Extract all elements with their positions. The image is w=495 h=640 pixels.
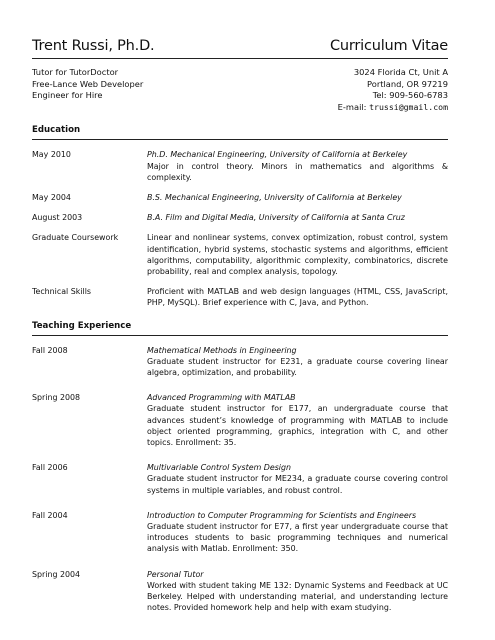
entry-heading: Mathematical Methods in Engineering: [147, 345, 297, 355]
list-item: [32, 232, 448, 277]
document-title: Curriculum Vitae: [329, 38, 448, 54]
subheader: [32, 67, 448, 113]
entry-body: [147, 232, 448, 277]
entry-date: Spring 2008: [32, 393, 81, 403]
list-item: [32, 149, 448, 183]
entry-heading: Advanced Programming with MATLAB: [147, 393, 296, 403]
entry-text: Linear and nonlinear systems, convex optimization, robust control, system identification, hybrid systems, stochastic systems and algorithms, efficient algorithms, computability, algorithmic complexity, combinatorics, discrete probability, real and complex analysis, topology.: [147, 233, 448, 276]
entry-heading: Multivariable Control System Design: [147, 463, 292, 473]
contact-email-line: [338, 102, 448, 114]
entry-body: [147, 510, 448, 555]
section-rule: [32, 335, 448, 336]
entry-body: [147, 149, 448, 183]
entry-heading: B.S. Mechanical Engineering, University of California at Berkeley: [147, 192, 402, 202]
entry-date: Graduate Coursework: [32, 233, 119, 243]
contact-street: 3024 Florida Ct, Unit A: [353, 67, 448, 77]
entry-text: Proficient with MATLAB and web design languages (HTML, CSS, JavaScript, PHP, MySQL). Brief experience with C, Java, and Python.: [147, 287, 448, 308]
role-item: Engineer for Hire: [32, 90, 103, 101]
list-item: [32, 286, 448, 308]
entry-date: Spring 2004: [32, 569, 81, 579]
header-rule: [32, 58, 448, 59]
roles-list: [32, 67, 143, 113]
entry-heading: Introduction to Computer Programming for Scientists and Engineers: [147, 510, 417, 520]
entry-heading: B.A. Film and Digital Media, University of California at Santa Cruz: [147, 213, 405, 223]
entry-heading: Personal Tutor: [147, 569, 204, 579]
section-title-teaching: Teaching Experience: [32, 320, 132, 331]
entry-date: Fall 2006: [32, 463, 68, 473]
entry-heading: Ph.D. Mechanical Engineering, University of California at Berkeley: [147, 150, 408, 160]
section-title-education: Education: [32, 125, 81, 136]
contact-city: Portland, OR 97219: [367, 78, 448, 89]
entry-text: Graduate student instructor for E77, a first year undergraduate course that introduces students to basic programming techniques and numerical analysis with Matlab. Enrollment: 350.: [147, 522, 448, 554]
role-item: Tutor for TutorDoctor: [32, 67, 119, 77]
list-item: [32, 345, 448, 379]
entry-text: Major in control theory. Minors in mathematics and algorithms & complexity.: [147, 161, 448, 182]
entry-date: May 2010: [32, 150, 71, 160]
role-item: Free-Lance Web Developer: [32, 78, 144, 89]
contact-tel: Tel: 909-560-6783: [372, 90, 448, 101]
section-rule: [32, 139, 448, 140]
entry-body: [147, 345, 448, 379]
list-item: [32, 392, 448, 448]
entry-body: [147, 569, 448, 614]
entry-date: Technical Skills: [32, 287, 92, 297]
entry-date: May 2004: [32, 192, 71, 202]
teaching-list: [32, 345, 448, 614]
entry-body: [147, 212, 448, 223]
contact-block: [338, 67, 448, 113]
entry-text: Worked with student taking ME 132: Dynamic Systems and Feedback at UC Berkeley. Helped with understanding material, and understanding lecture notes. Provided homework help and help with exam studying.: [147, 580, 448, 613]
email-address: trussi@gmail.com: [369, 101, 448, 112]
cv-page: [32, 38, 448, 627]
entry-text: Graduate student instructor for E177, an undergraduate course that advances student’s knowledge of programming with MATLAB to include object oriented programming, graphics, integration with C, and other topics. Enrollment: 35.: [147, 404, 448, 448]
entry-body: [147, 192, 448, 203]
entry-date: Fall 2008: [32, 345, 68, 355]
list-item: [32, 462, 448, 496]
entry-text: Graduate student instructor for E231, a graduate course covering linear algebra, optimization, and probability.: [147, 356, 448, 378]
email-label: E-mail:: [337, 101, 370, 112]
entry-date: August 2003: [32, 213, 83, 223]
entry-body: [147, 286, 448, 308]
entry-body: [147, 462, 448, 496]
education-list: [32, 149, 448, 308]
cv-header: [32, 38, 448, 54]
list-item: [32, 510, 448, 555]
entry-body: [147, 392, 448, 448]
entry-date: Fall 2004: [32, 510, 68, 520]
person-name: Trent Russi, Ph.D.: [32, 38, 155, 54]
list-item: [32, 212, 448, 223]
entry-text: Graduate student instructor for ME234, a graduate course covering control systems in multiple variables, and robust control.: [147, 474, 448, 495]
list-item: [32, 569, 448, 614]
list-item: [32, 192, 448, 203]
